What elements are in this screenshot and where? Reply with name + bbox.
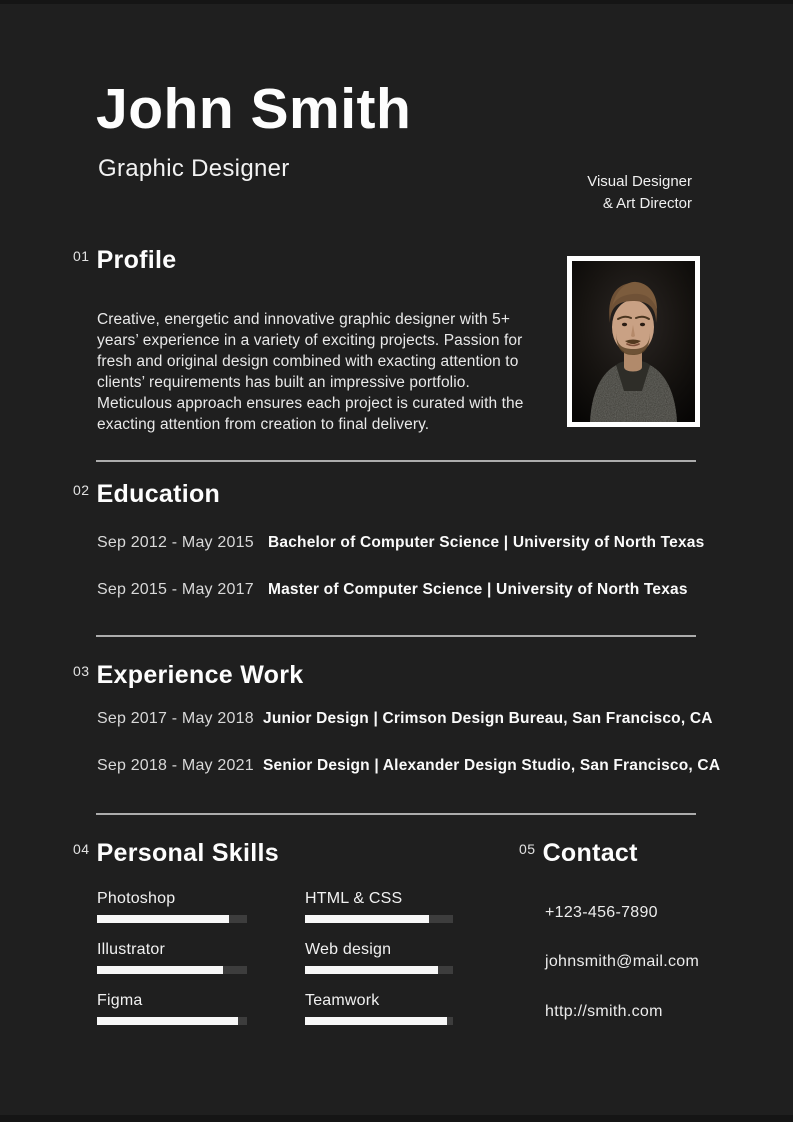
section-title-skills: Personal Skills [96,839,279,867]
skill-progress-track [97,1017,247,1025]
skill-progress-fill [97,1017,238,1025]
skill-progress-track [305,966,453,974]
skill-label: Figma [97,992,143,1009]
skill-teamwork [305,991,453,1025]
skill-progress-track [305,915,453,923]
education-dates: Sep 2015 - May 2017 [97,581,254,598]
experience-dates: Sep 2018 - May 2021 [97,757,254,774]
skill-photoshop [97,889,247,923]
page-title: John Smith [96,77,412,141]
experience-row [97,710,713,728]
tagline-line-2: & Art Director [602,194,692,212]
section-heading-skills [73,840,279,868]
contact-email: johnsmith@mail.com [545,953,700,970]
education-row [97,581,688,599]
skill-label: HTML & CSS [305,890,403,907]
section-number: 03 [73,663,90,679]
skill-progress-track [97,966,247,974]
section-title-experience: Experience Work [96,661,304,689]
section-number: 05 [519,841,536,857]
section-title-profile: Profile [96,246,177,274]
skill-figma [97,991,247,1025]
skill-html-css [305,889,453,923]
education-degree: Bachelor of Computer Science | University of North Texas [268,534,705,551]
experience-dates: Sep 2017 - May 2018 [97,710,254,727]
tagline [587,171,692,214]
tagline-line-1: Visual Designer [587,173,692,190]
experience-position: Junior Design | Crimson Design Bureau, San Francisco, CA [263,710,713,727]
profile-photo [567,256,700,427]
experience-position: Senior Design | Alexander Design Studio, San Francisco, CA [263,757,721,774]
skill-label: Teamwork [305,992,380,1009]
section-number: 01 [73,248,90,264]
skill-progress-fill [97,915,229,923]
profile-summary: Creative, energetic and innovative graphic designer with 5+ years’ experience in a variety of exciting projects. Passion for fresh and original design combined with exacting attention to clients’ requirements has built an impressive portfolio. Meticulous approach ensures each project is curated with the exacting attention from creation to final delivery. [97,310,524,433]
section-divider [96,635,696,637]
skill-progress-fill [305,966,438,974]
section-divider [96,813,696,815]
education-dates: Sep 2012 - May 2015 [97,534,254,551]
role-subtitle: Graphic Designer [98,155,290,182]
section-heading-education [73,481,220,509]
skill-progress-track [97,915,247,923]
section-number: 04 [73,841,90,857]
contact-website: http://smith.com [545,1003,663,1020]
section-divider [96,460,696,462]
section-number: 02 [73,482,90,498]
education-row [97,534,704,552]
education-degree: Master of Computer Science | University of North Texas [268,581,688,598]
section-heading-contact [519,840,638,868]
experience-row [97,757,720,775]
skill-label: Photoshop [97,890,176,907]
skill-progress-fill [305,915,429,923]
skill-illustrator [97,940,247,974]
skill-label: Illustrator [97,941,165,958]
contact-phone: +123-456-7890 [545,904,658,921]
skill-progress-fill [97,966,223,974]
skill-label: Web design [305,941,392,958]
skill-web-design [305,940,453,974]
portrait-illustration [572,261,695,422]
section-title-education: Education [96,480,221,508]
section-title-contact: Contact [542,839,638,867]
skill-progress-track [305,1017,453,1025]
skill-progress-fill [305,1017,447,1025]
section-heading-experience [73,662,303,690]
section-heading-profile [73,247,176,275]
